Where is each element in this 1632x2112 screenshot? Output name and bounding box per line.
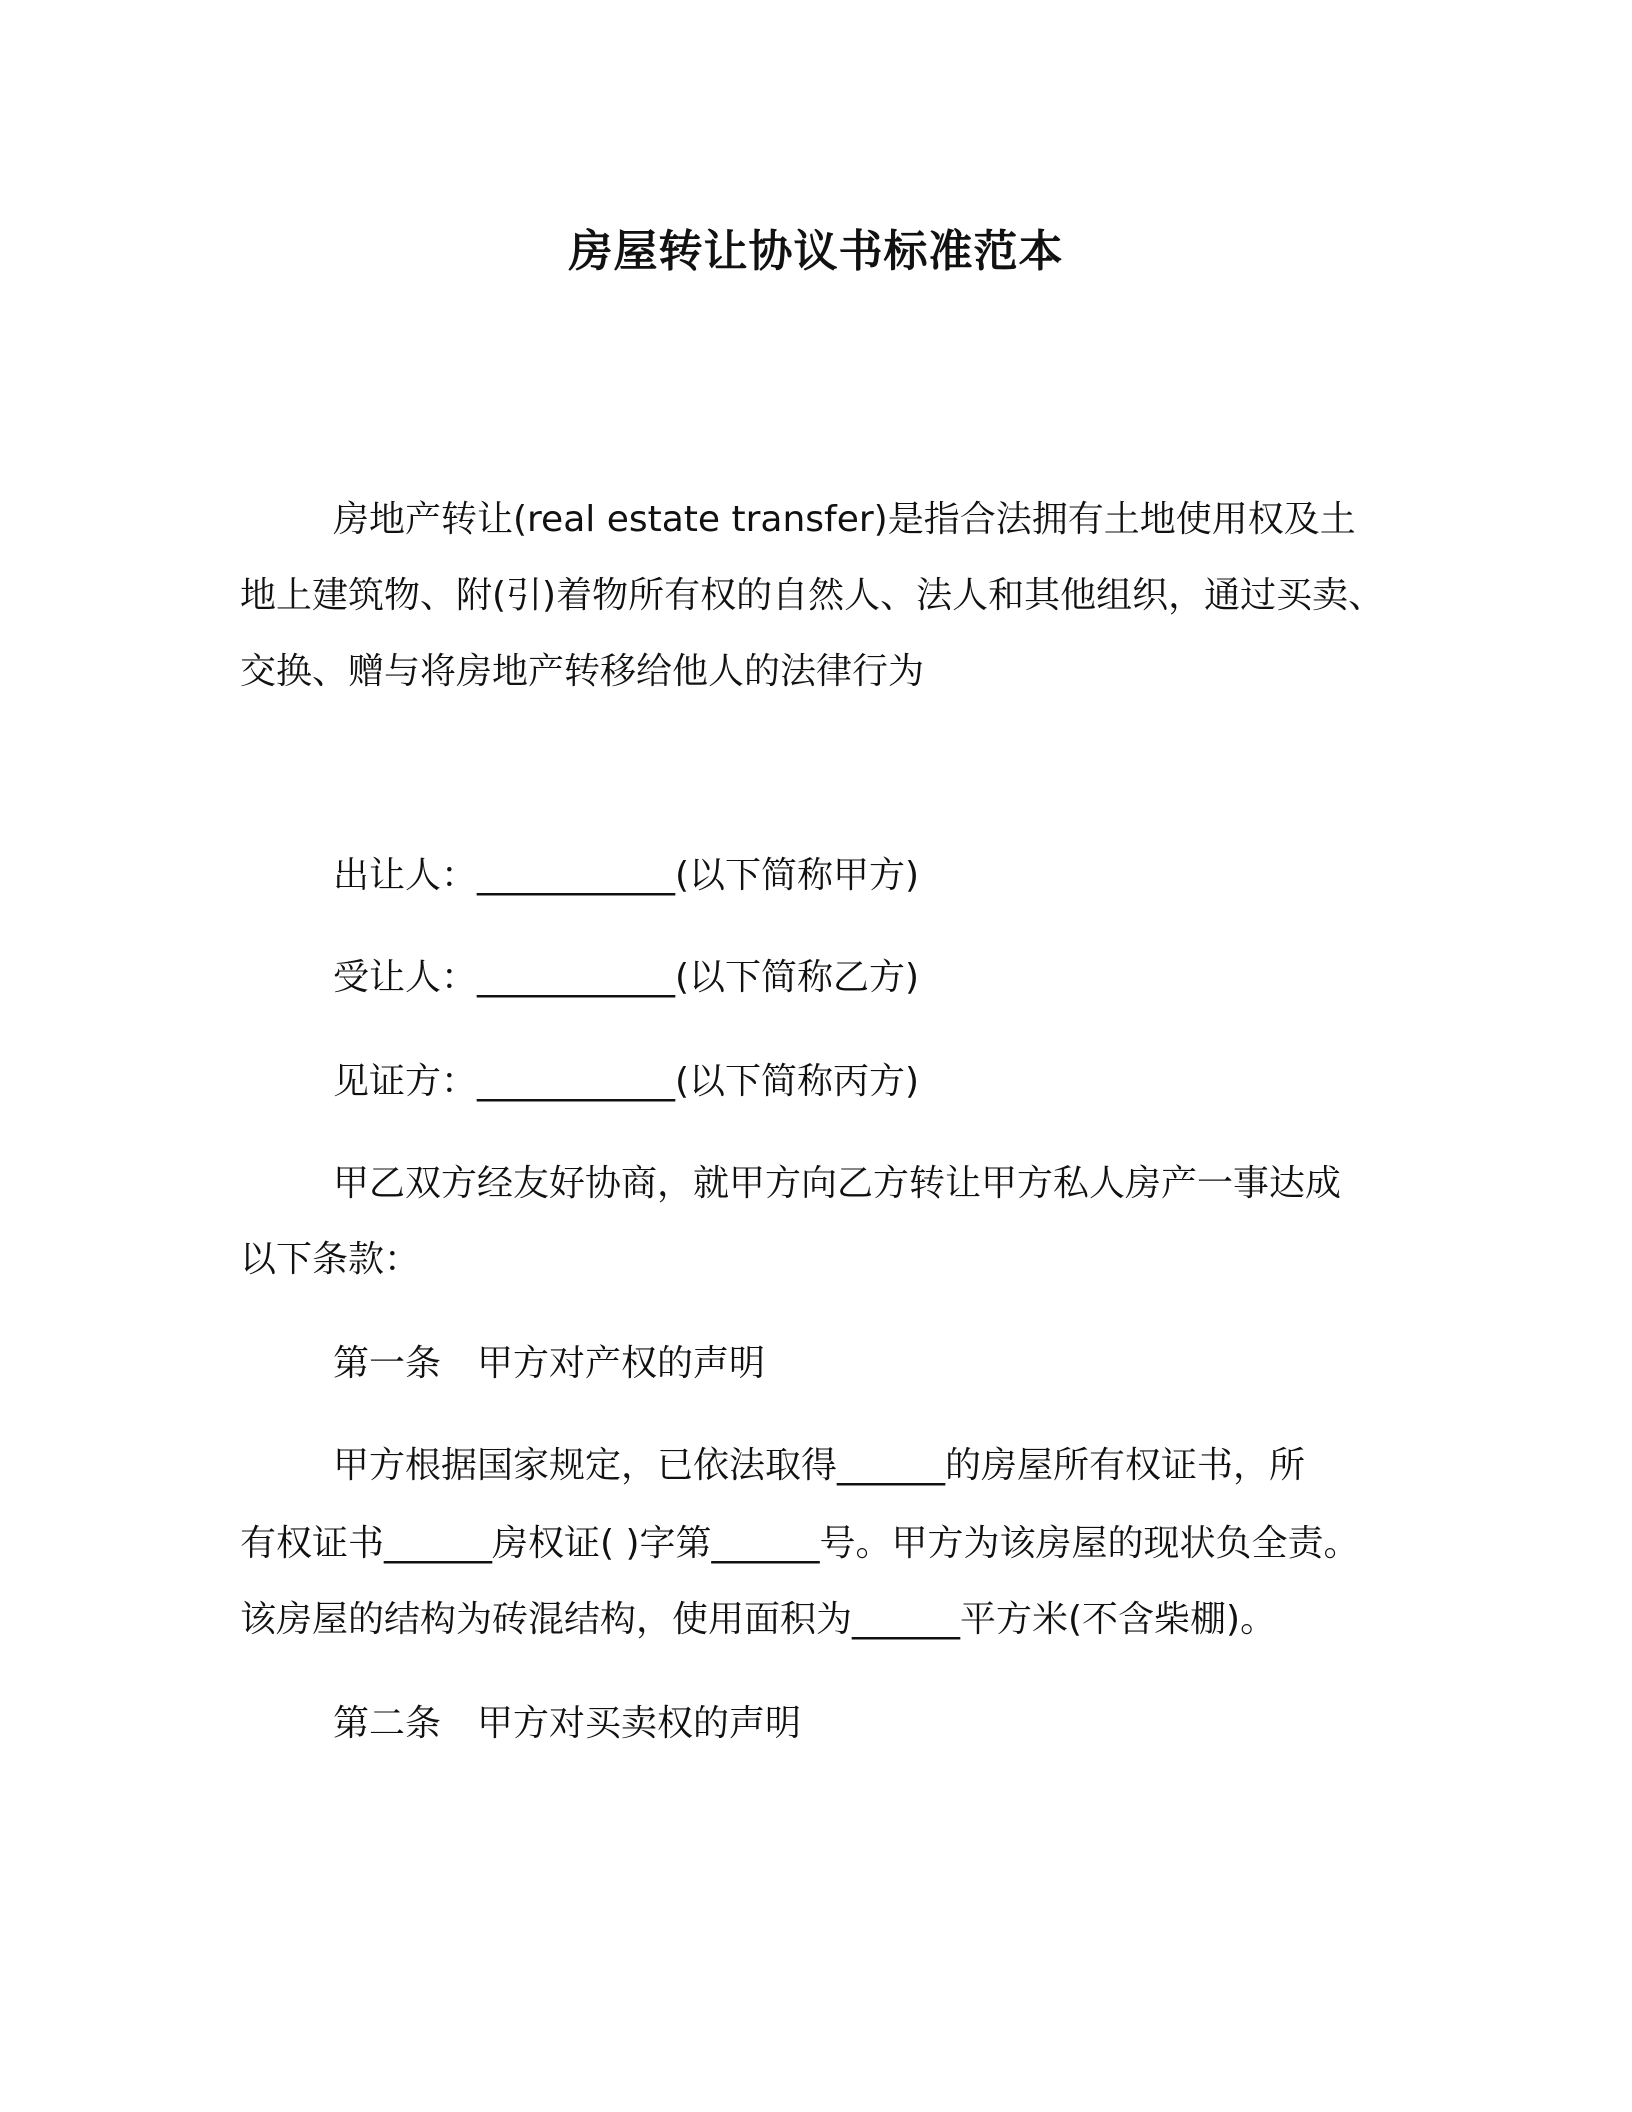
intro-line-3: 交换、赠与将房地产转移给他人的法律行为 [240,651,925,692]
transferor-field: 出让人：___________(以下简称甲方) [333,855,920,896]
witness-field: 见证方：___________(以下简称丙方) [333,1061,920,1102]
article-1-line-1: 甲方根据国家规定，已依法取得______的房屋所有权证书，所 [333,1445,1306,1486]
article-1-heading: 第一条 甲方对产权的声明 [333,1343,766,1384]
article-1-line-2: 有权证书______房权证( )字第______号。甲方为该房屋的现状负全责。 [240,1523,1360,1564]
agreement-line-2: 以下条款： [240,1239,421,1280]
article-2-heading: 第二条 甲方对买卖权的声明 [333,1703,802,1744]
document-title: 房屋转让协议书标准范本 [568,226,1064,277]
intro-line-2: 地上建筑物、附(引)着物所有权的自然人、法人和其他组织，通过买卖、 [240,575,1385,616]
transferee-field: 受让人：___________(以下简称乙方) [333,957,920,998]
agreement-line-1: 甲乙双方经友好协商，就甲方向乙方转让甲方私人房产一事达成 [333,1163,1342,1204]
intro-line-1: 房地产转让(real estate transfer)是指合法拥有土地使用权及土 [333,499,1356,540]
article-1-line-3: 该房屋的结构为砖混结构，使用面积为______平方米(不含柴棚)。 [240,1599,1277,1640]
